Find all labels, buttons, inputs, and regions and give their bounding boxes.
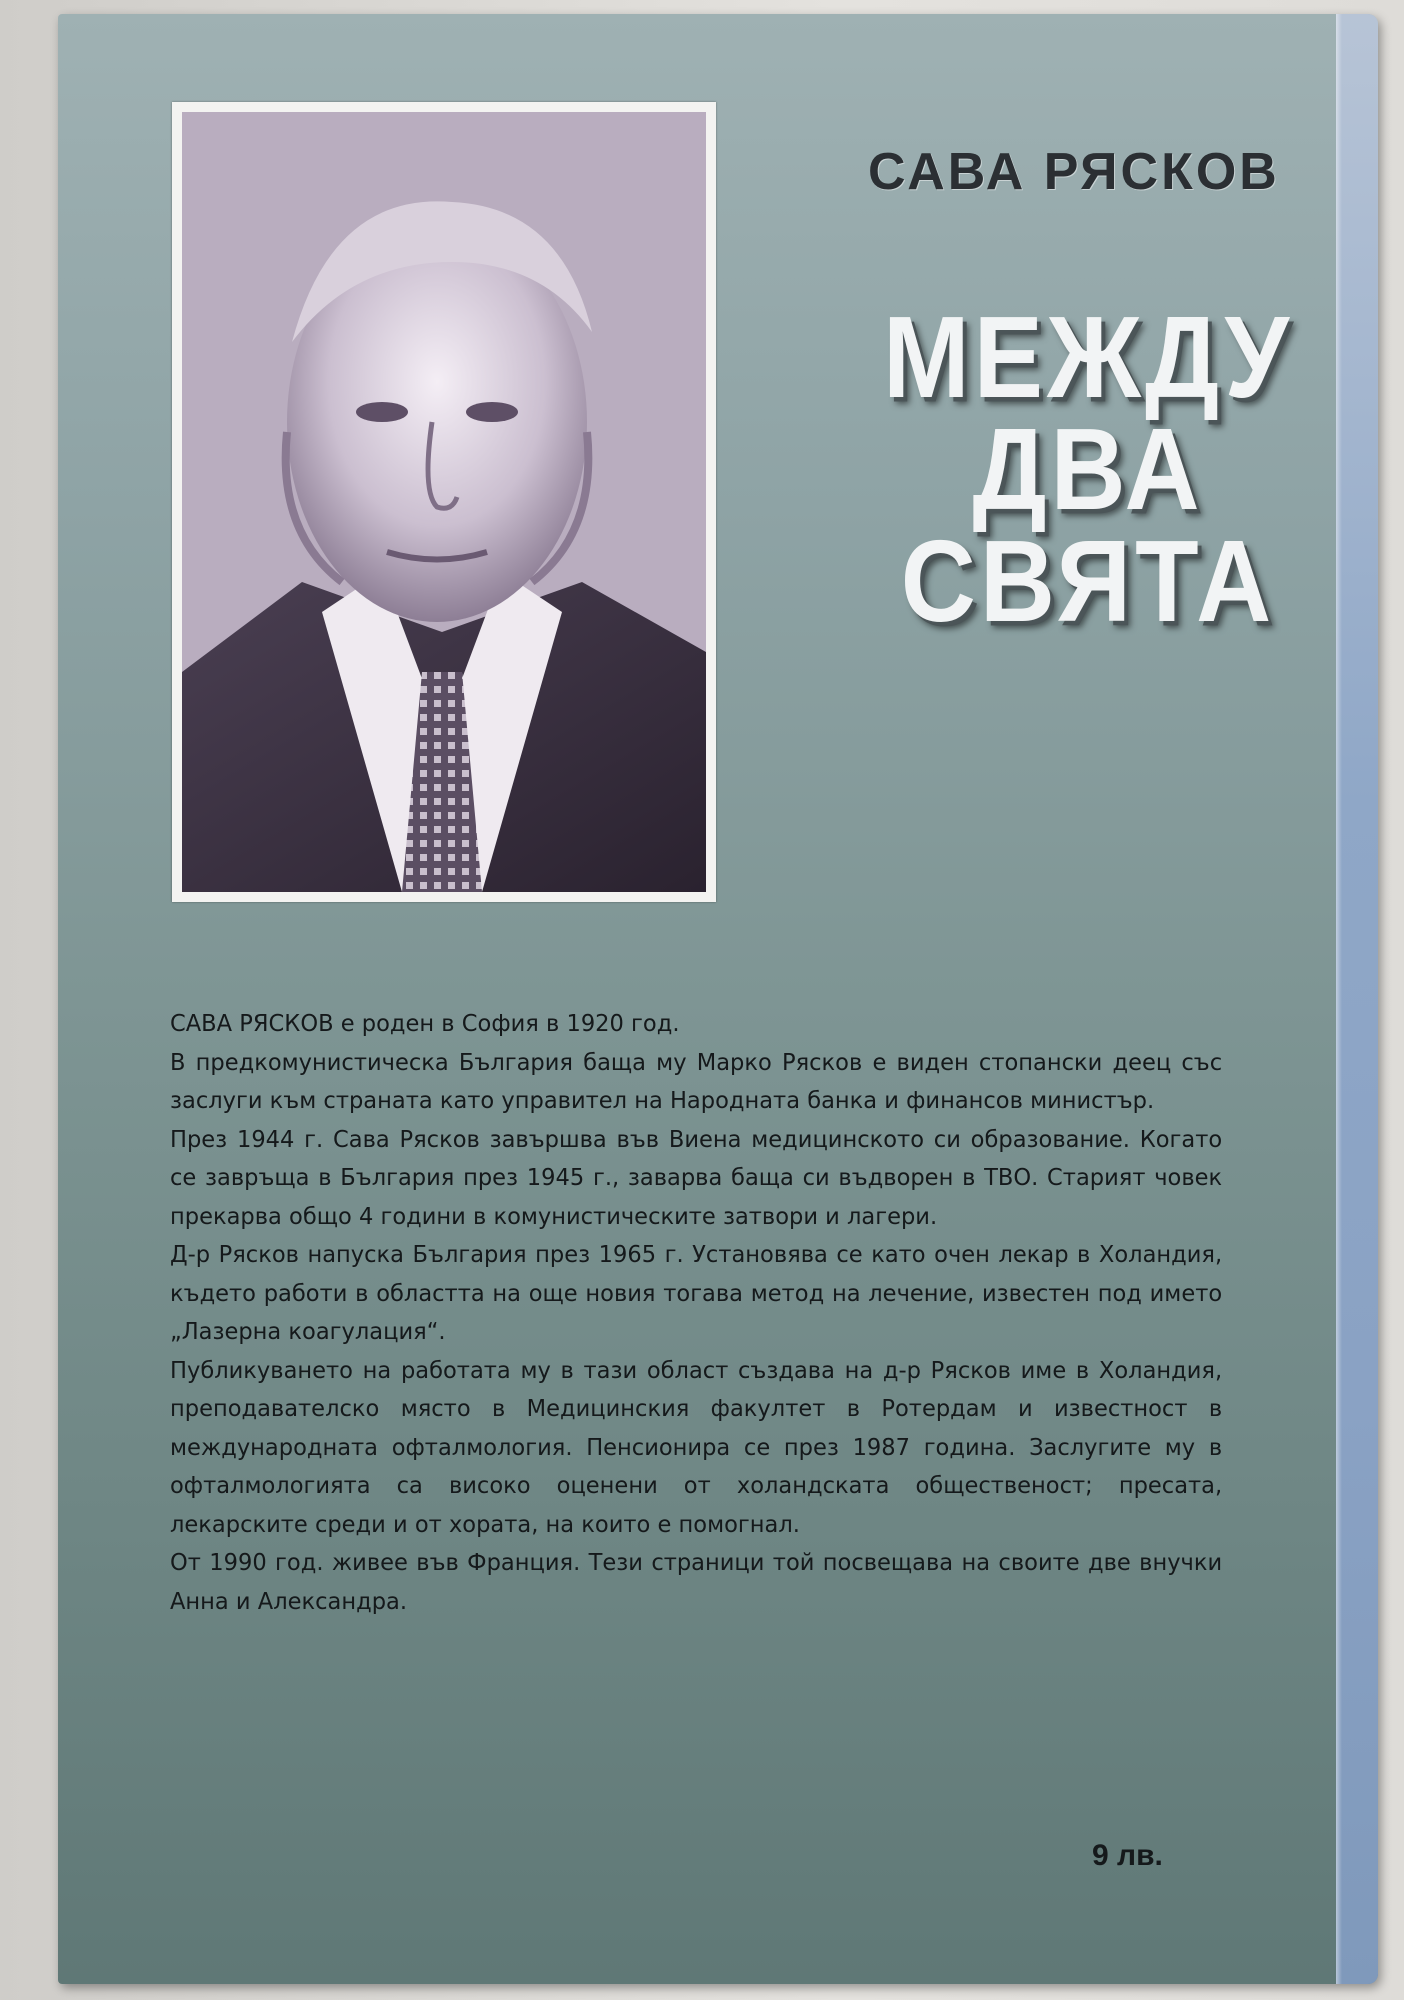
title-line: СВЯТА	[900, 517, 1276, 647]
bio-paragraph: От 1990 год. живее във Франция. Тези страници той посвещава на своите две внучки Анна и Александра.	[170, 1548, 1223, 1615]
title-line: МЕЖДУ	[882, 293, 1294, 423]
bio-paragraph: Д-р Рясков напуска България през 1965 г. Установява се като очен лекар в Холандия, където работи в областта на още новия тогава метод на лечение, известен под името „Лазерна коагулация“.	[170, 1240, 1223, 1345]
bio-paragraph: През 1944 г. Сава Рясков завършва във Виена медицинското си образование. Когато се завръща в България през 1945 г., заварва баща си въдворен в ТВО. Старият човек прекарва общо 4 години в комунистическите затвори и лагери.	[170, 1124, 1223, 1230]
bio-paragraph: САВА РЯСКОВ е роден в София в 1920 год.	[170, 1009, 680, 1037]
price-label: 9 лв.	[1092, 1839, 1163, 1872]
author-biography	[170, 1004, 1222, 1620]
book-back-cover	[58, 14, 1378, 1984]
title-line: ДВА	[972, 405, 1204, 535]
author-photo-frame	[172, 102, 716, 902]
book-title	[828, 293, 1348, 647]
bio-paragraph: Публикуването на работата му в тази област създава на д-р Рясков име в Холандия, преподавателско място в Медицинския факултет в Ротердам и известност в международната офталмология. Пенсионира се през 1987 година. Заслугите му в офталмологията са високо оценени от холандската общественост; пресата, лекарските среди и от хората, на които е помогнал.	[170, 1355, 1223, 1538]
author-name: САВА РЯСКОВ	[868, 143, 1280, 201]
author-photo	[182, 112, 706, 892]
bio-paragraph: В предкомунистическа България баща му Марко Рясков е виден стопански деец със заслуги към страната като управител на Народната банка и финансов министър.	[170, 1047, 1223, 1114]
